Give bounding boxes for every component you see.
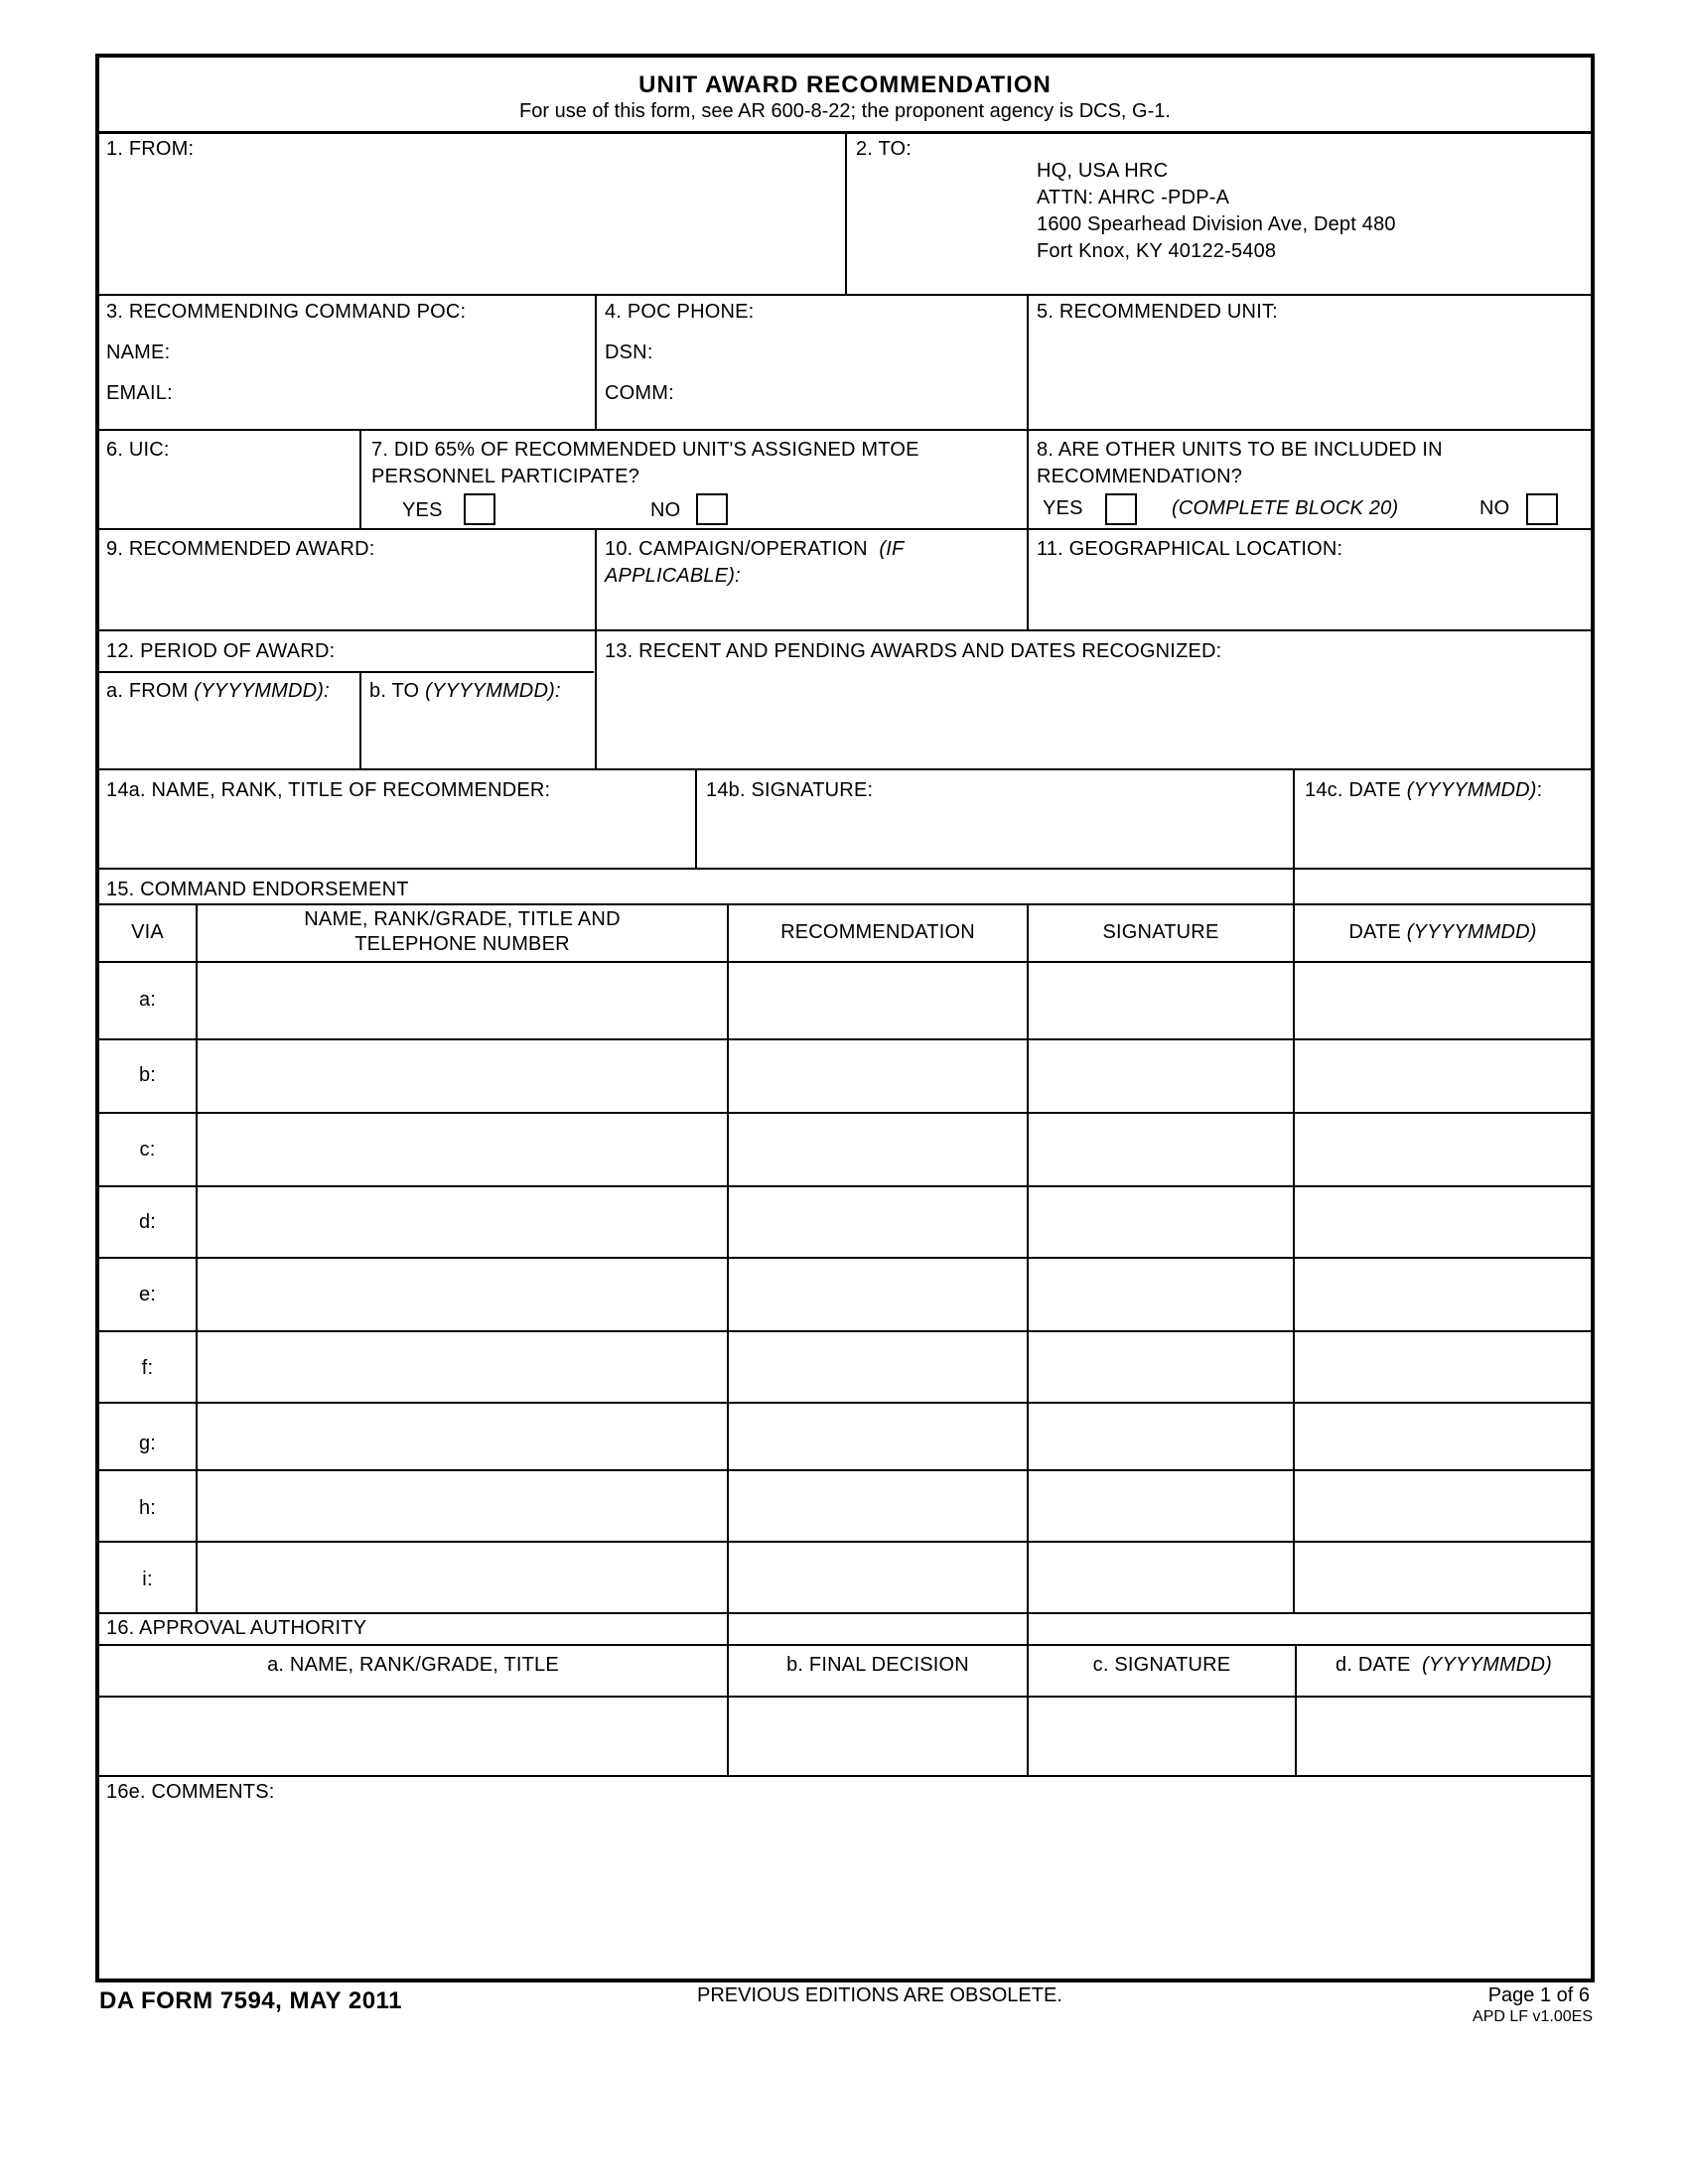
divider (695, 768, 697, 868)
obsolete-notice: PREVIOUS EDITIONS ARE OBSOLETE. (697, 1984, 1062, 2006)
divider (1293, 768, 1295, 903)
campaign-operation-text: 10. CAMPAIGN/OPERATION (605, 538, 868, 560)
date-header (1295, 919, 1591, 945)
participation-question-line-1: 7. DID 65% OF RECOMMENDED UNIT'S ASSIGNED MTOE (371, 439, 919, 461)
divider (95, 1644, 1595, 1646)
approver-name-header: a. NAME, RANK/GRADE, TITLE (267, 1654, 559, 1676)
endorsement-row-label: e: (138, 1284, 157, 1305)
recommender-date-text: 14c. DATE (1305, 779, 1402, 801)
period-from-label (106, 678, 330, 704)
page-number: Page 1 of 6 (1487, 1984, 1590, 2006)
endorsement-row-label: g: (138, 1433, 157, 1454)
date-header-text: DATE (1348, 921, 1401, 943)
divider (95, 1330, 1595, 1332)
to-address-line-3: 1600 Spearhead Division Ave, Dept 480 (1037, 213, 1396, 235)
other-units-question-line-1: 8. ARE OTHER UNITS TO BE INCLUDED IN (1037, 439, 1443, 461)
participation-no-label: NO (650, 499, 681, 521)
campaign-if-text: (IF (879, 538, 905, 560)
divider (595, 294, 597, 429)
via-header: VIA (131, 921, 164, 943)
divider (95, 629, 1595, 631)
divider (95, 429, 1595, 431)
divider (1027, 294, 1029, 631)
recommendation-header: RECOMMENDATION (780, 921, 975, 943)
recommended-unit-label: 5. RECOMMENDED UNIT: (1037, 301, 1278, 323)
endorser-name-header-line-2: TELEPHONE NUMBER (354, 933, 570, 955)
divider (95, 1612, 1595, 1614)
divider (95, 1469, 1595, 1471)
version-label: APD LF v1.00ES (1473, 2008, 1593, 2025)
divider (95, 1402, 1595, 1404)
recommender-date-format: (YYYYMMDD) (1406, 779, 1537, 801)
campaign-operation-label (605, 536, 904, 562)
divider (1293, 903, 1295, 1612)
participation-no-checkbox[interactable] (696, 493, 728, 525)
form-frame (95, 54, 1595, 1982)
complete-block-20-note: (COMPLETE BLOCK 20) (1172, 497, 1399, 519)
endorsement-row-label: d: (138, 1211, 157, 1233)
divider (359, 429, 361, 528)
endorsement-row-label: f: (141, 1357, 154, 1379)
divider (95, 671, 594, 673)
campaign-applicable-text: APPLICABLE): (605, 565, 741, 587)
divider (1027, 903, 1029, 1775)
to-label: 2. TO: (856, 138, 913, 160)
divider (359, 671, 361, 768)
dsn-label: DSN: (605, 341, 653, 363)
divider (845, 133, 847, 296)
divider (95, 1775, 1595, 1777)
divider (95, 868, 1595, 870)
divider (595, 528, 597, 768)
form-subtitle: For use of this form, see AR 600-8-22; the proponent agency is DCS, G-1. (519, 100, 1171, 122)
to-address-line-1: HQ, USA HRC (1037, 160, 1169, 182)
divider (95, 961, 1595, 963)
form-title: UNIT AWARD RECOMMENDATION (638, 71, 1052, 98)
recommended-award-label: 9. RECOMMENDED AWARD: (106, 538, 375, 560)
recent-awards-label: 13. RECENT AND PENDING AWARDS AND DATES RECOGNIZED: (605, 640, 1222, 662)
endorsement-row-label: b: (138, 1064, 157, 1086)
recommending-poc-label: 3. RECOMMENDING COMMAND POC: (106, 301, 467, 323)
endorser-name-header-line-1: NAME, RANK/GRADE, TITLE AND (304, 908, 621, 930)
recommender-date-label (1305, 777, 1542, 803)
endorsement-row-label: c: (139, 1139, 156, 1160)
period-to-text: b. TO (369, 680, 420, 702)
participation-yes-label: YES (402, 499, 443, 521)
poc-phone-label: 4. POC PHONE: (605, 301, 755, 323)
other-units-no-checkbox[interactable] (1526, 493, 1558, 525)
divider (95, 903, 1595, 905)
divider (95, 1112, 1595, 1114)
poc-email-label: EMAIL: (106, 382, 173, 404)
period-of-award-label: 12. PERIOD OF AWARD: (106, 640, 336, 662)
divider (95, 528, 1595, 530)
command-endorsement-label: 15. COMMAND ENDORSEMENT (106, 879, 409, 900)
period-to-format: (YYYYMMDD): (425, 680, 561, 702)
recommender-date-colon: : (1536, 779, 1543, 801)
from-field[interactable] (99, 165, 842, 290)
to-address-line-2: ATTN: AHRC -PDP-A (1037, 187, 1230, 208)
divider (95, 768, 1595, 770)
recommender-signature-label: 14b. SIGNATURE: (706, 779, 874, 801)
participation-question-line-2: PERSONNEL PARTICIPATE? (371, 466, 640, 487)
comments-label: 16e. COMMENTS: (106, 1781, 275, 1803)
approval-date-format: (YYYYMMDD) (1422, 1654, 1552, 1676)
poc-name-label: NAME: (106, 341, 171, 363)
period-to-label (369, 678, 561, 704)
other-units-no-label: NO (1479, 497, 1510, 519)
approver-signature-header: c. SIGNATURE (1092, 1654, 1231, 1676)
comm-label: COMM: (605, 382, 674, 404)
approval-date-header (1297, 1652, 1591, 1678)
other-units-yes-label: YES (1043, 497, 1083, 519)
to-address-line-4: Fort Knox, KY 40122-5408 (1037, 240, 1277, 262)
divider (196, 903, 198, 1612)
uic-label: 6. UIC: (106, 439, 170, 461)
geographical-location-label: 11. GEOGRAPHICAL LOCATION: (1037, 538, 1343, 560)
period-from-format: (YYYYMMDD): (194, 680, 330, 702)
other-units-question-line-2: RECOMMENDATION? (1037, 466, 1243, 487)
endorsement-row-label: i: (142, 1569, 153, 1590)
final-decision-header: b. FINAL DECISION (786, 1654, 969, 1676)
divider (95, 1185, 1595, 1187)
participation-yes-checkbox[interactable] (464, 493, 495, 525)
approval-authority-label: 16. APPROVAL AUTHORITY (106, 1617, 367, 1639)
endorsement-row-label: a: (138, 989, 157, 1011)
divider (95, 1696, 1595, 1698)
divider (95, 1038, 1595, 1040)
recommender-name-label: 14a. NAME, RANK, TITLE OF RECOMMENDER: (106, 779, 551, 801)
period-from-text: a. FROM (106, 680, 189, 702)
divider (95, 1257, 1595, 1259)
divider (727, 903, 729, 1775)
other-units-yes-checkbox[interactable] (1105, 493, 1137, 525)
signature-header: SIGNATURE (1102, 921, 1219, 943)
date-header-format: (YYYYMMDD) (1406, 921, 1537, 943)
form-id: DA FORM 7594, MAY 2011 (99, 1987, 402, 2014)
divider (95, 1541, 1595, 1543)
endorsement-row-label: h: (138, 1497, 157, 1519)
from-label: 1. FROM: (106, 138, 195, 160)
approval-date-text: d. DATE (1336, 1654, 1411, 1676)
